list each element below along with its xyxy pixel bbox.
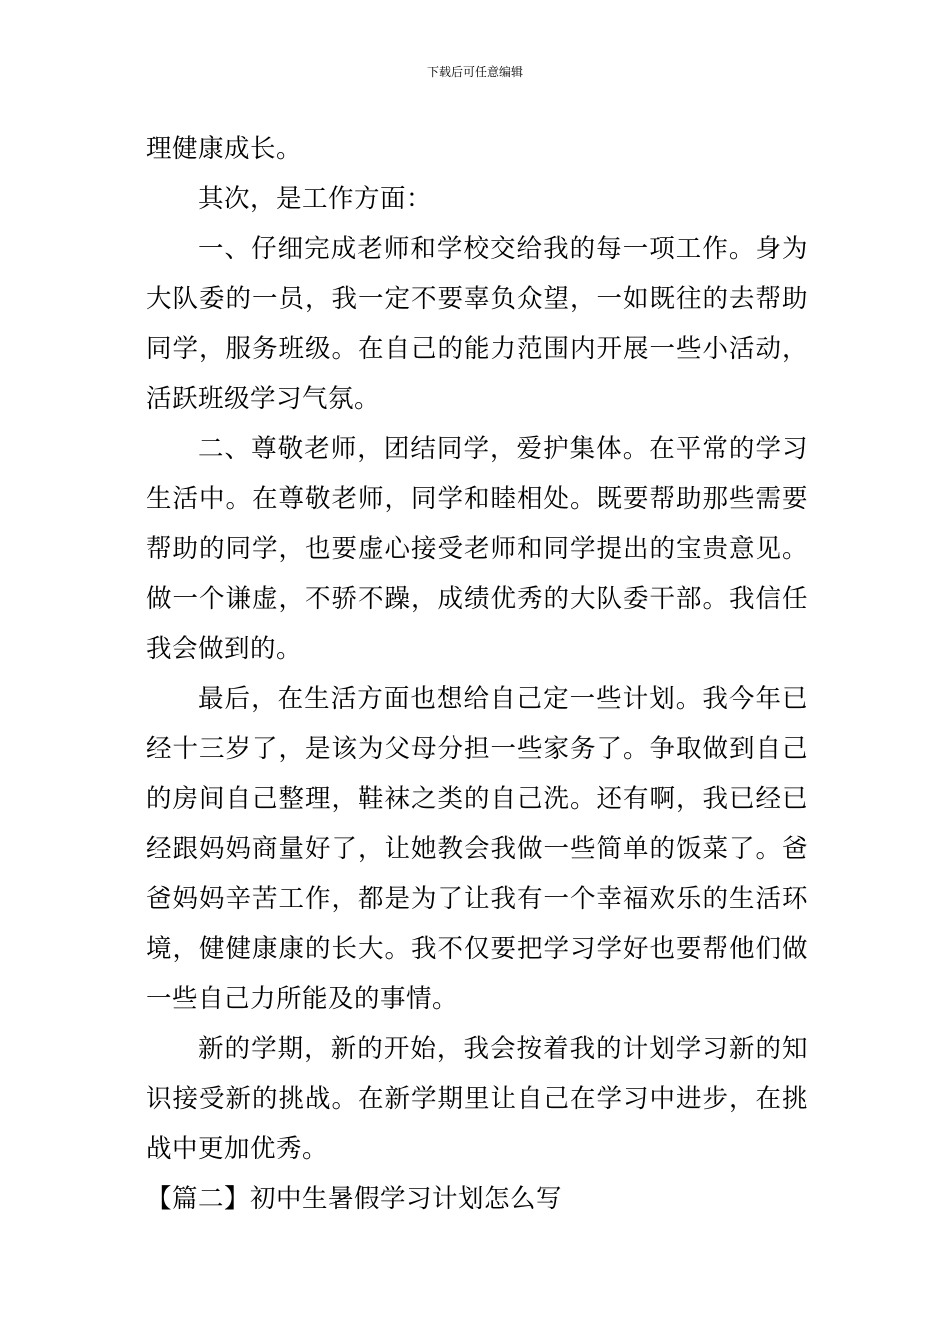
paragraph: 一、仔细完成老师和学校交给我的每一项工作。身为大队委的一员，我一定不要辜负众望，一如既往的去帮助同学，服务班级。在自己的能力范围内开展一些小活动，活跃班级学习气氛。: [146, 234, 808, 414]
paragraph: 新的学期，新的开始，我会按着我的计划学习新的知识接受新的挑战。在新学期里让自己在学习中进步，在挑战中更加优秀。: [146, 1034, 808, 1164]
page-header: 下载后可任意编辑: [426, 65, 523, 79]
paragraph: 最后，在生活方面也想给自己定一些计划。我今年已经十三岁了，是该为父母分担一些家务了。争取做到自己的房间自己整理，鞋袜之类的自己洗。还有啊，我已经已经跟妈妈商量好了，让她教会我做一些简单的饭菜了。爸爸妈妈辛苦工作，都是为了让我有一个幸福欢乐的生活环境，健健康康的长大。我不仅要把学习学好也要帮他们做一些自己力所能及的事情。: [146, 684, 808, 1014]
paragraph: 理健康成长。: [146, 134, 303, 164]
paragraph: 二、尊敬老师，团结同学，爱护集体。在平常的学习生活中。在尊敬老师，同学和睦相处。既要帮助那些需要帮助的同学，也要虚心接受老师和同学提出的宝贵意见。做一个谦虚，不骄不躁，成绩优秀的大队委干部。我信任我会做到的。: [146, 434, 808, 664]
section-heading: 【篇二】初中生暑假学习计划怎么写: [146, 1184, 563, 1214]
document-body: [146, 124, 808, 1224]
paragraph: 其次，是工作方面：: [198, 184, 433, 214]
